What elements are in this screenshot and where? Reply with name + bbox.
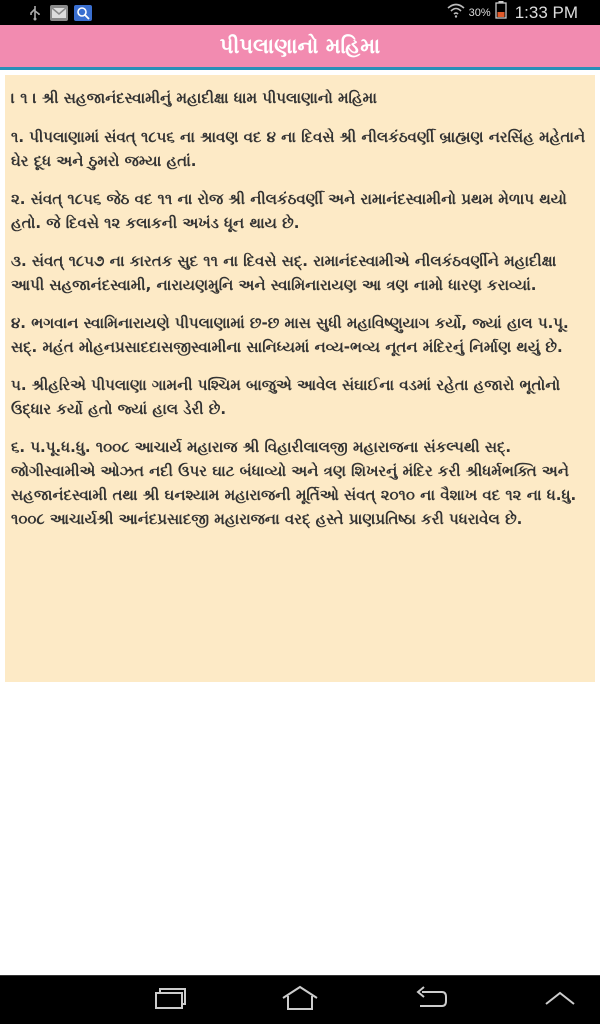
article-heading: । ૧ । શ્રી સહજાનંદસ્વામીનું મહાદીક્ષા ધામ પીપલાણાનો મહિમા (11, 89, 377, 107)
menu-button[interactable] (538, 984, 582, 1016)
usb-icon (26, 5, 44, 21)
battery-icon (495, 1, 507, 24)
recent-apps-button[interactable] (148, 984, 192, 1016)
search-icon (74, 5, 92, 21)
paragraph-2: ૨. સંવત્ ૧૮૫૬ જેઠ વદ ૧૧ ના રોજ શ્રી નીલકંઠવર્ણી અને રામાનંદસ્વામીનો પ્રથમ મેળાપ થયો હતો. જે દિવસે ૧૨ કલાકની અખંડ ધૂન થાય છે. (11, 190, 567, 232)
navigation-bar (0, 975, 600, 1024)
back-icon (412, 986, 448, 1014)
page-title: પીપલાણાનો મહિમા (219, 33, 381, 58)
status-bar (0, 0, 600, 25)
clock: 1:33 PM (514, 2, 578, 22)
battery-percentage: 30% (468, 6, 491, 19)
gmail-icon (50, 5, 68, 21)
home-button[interactable] (278, 984, 322, 1016)
article-content[interactable] (5, 75, 595, 682)
paragraph-1: ૧. પીપલાણામાં સંવત્ ૧૮૫૬ ના શ્રાવણ વદ ૪ ના દિવસે શ્રી નીલકંઠવર્ણી બ્રાહ્મણ નરસિંહ મહેતાને ઘેર દૂધ અને ઠુમરો જમ્યા હતાં. (11, 128, 586, 170)
paragraph-4: ૪. ભગવાન સ્વામિનારાયણે પીપલાણામાં છ-છ માસ સુધી મહાવિષ્ણુયાગ કર્યો, જ્યાં હાલ પ.પૂ. સદ્. મહંત મોહનપ્રસાદદાસજીસ્વામીના સાનિધ્યમાં નવ્ય-ભવ્ય નૂતન મંદિરનું નિર્માણ થયું છે. (11, 314, 569, 356)
paragraph-3: ૩. સંવત્ ૧૮૫૭ ના કારતક સુદ ૧૧ ના દિવસે સદ્. રામાનંદસ્વામીએ નીલકંઠવર્ણીને મહાદીક્ષા આપી સહજાનંદસ્વામી, નારાયણમુનિ અને સ્વામિનારાયણ આ ત્રણ નામો ધારણ કરાવ્યાં. (11, 252, 557, 294)
home-icon (280, 985, 320, 1015)
wifi-icon (447, 2, 465, 23)
up-chevron-icon (544, 988, 576, 1012)
back-button[interactable] (408, 984, 452, 1016)
recent-apps-icon (152, 986, 188, 1014)
paragraph-6: ૬. પ.પૂ.ધ.ધુ. ૧૦૦૮ આચાર્ય મહારાજ શ્રી વિહારીલાલજી મહારાજના સંકલ્પથી સદ્. જોગીસ્વામીએ ઓઝત નદી ઉપર ઘાટ બંધાવ્યો અને ત્રણ શિખરનું મંદિર કરી શ્રીધર્મભક્તિ અને સહજાનંદસ્વામી તથા શ્રી ઘનશ્યામ મહારાજની મૂર્તિઓ સંવત્ ૨૦૧૦ ના વૈશાખ વદ ૧૨ ના ધ.ધુ. ૧૦૦૮ આચાર્યશ્રી આનંદપ્રસાદજી મહારાજના વરદ્ હસ્તે પ્રાણપ્રતિષ્ઠા કરી પધરાવેલ છે. (11, 438, 577, 528)
app-header (0, 25, 600, 70)
paragraph-5: ૫. શ્રીહરિએ પીપલાણા ગામની પશ્ચિમ બાજુએ આવેલ સંઘાઈના વડમાં રહેતા હજારો ભૂતોનો ઉદ્ધાર કર્યો હતો જ્યાં હાલ ડેરી છે. (11, 376, 561, 418)
